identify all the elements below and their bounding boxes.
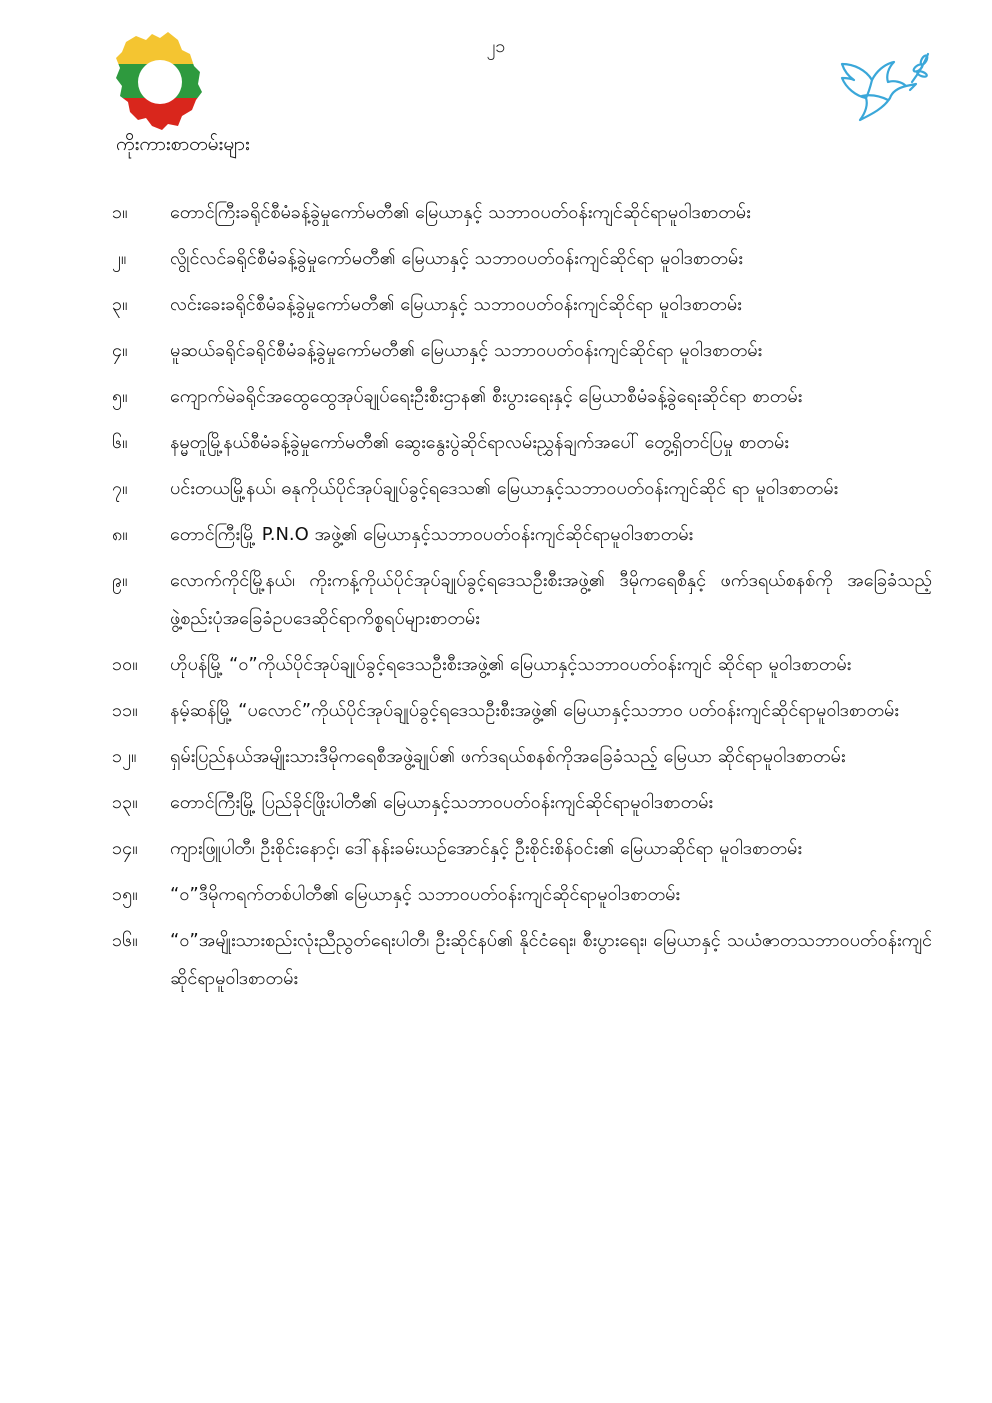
reference-text: နမ့်ဆန်မြို့ “ပလောင်”ကိုယ်ပိုင်အုပ်ချုပ်ခွင့်ရဒေသဦးစီးအဖွဲ့၏ မြေယာနှင့်သဘာဝ ပတ်ဝန်းကျင်ဆိုင်ရာမူဝါဒစာတမ်း <box>170 700 899 721</box>
reference-item <box>112 784 932 822</box>
reference-item <box>112 516 932 554</box>
reference-item <box>112 470 932 508</box>
reference-text: ရှမ်းပြည်နယ်အမျိုးသားဒီမိုကရေစီအဖွဲ့ချုပ်၏ ဖက်ဒရယ်စနစ်ကိုအခြေခံသည့် မြေယာ ဆိုင်ရာမူဝါဒစာတမ်း <box>170 746 846 767</box>
reference-number: ၁။ <box>112 202 128 223</box>
references-heading: ကိုးကားစာတမ်းများ <box>116 133 250 155</box>
reference-number: ၂။ <box>112 248 127 269</box>
reference-item <box>112 738 932 776</box>
reference-text: လောက်ကိုင်မြို့နယ်၊ ကိုးကန့်ကိုယ်ပိုင်အုပ်ချုပ်ခွင့်ရဒေသဦးစီးအဖွဲ့၏ ဒီမိုကရေစီနှင့် ဖက်ဒရယ်စနစ်ကို အခြေခံသည့် ဖွဲ့စည်းပုံအခြေခံဥပဒေဆိုင်ရာကိစ္စရပ်များစာတမ်း <box>170 570 932 629</box>
reference-item <box>112 332 932 370</box>
reference-item <box>112 562 932 638</box>
reference-number: ၁၀။ <box>112 654 138 675</box>
reference-number: ၁၆။ <box>112 930 138 951</box>
reference-item <box>112 646 932 684</box>
reference-text: တောင်ကြီးမြို့ P.N.O အဖွဲ့၏ မြေယာနှင့်သဘာဝပတ်ဝန်းကျင်ဆိုင်ရာမူဝါဒစာတမ်း <box>170 524 694 545</box>
reference-item <box>112 424 932 462</box>
reference-item <box>112 692 932 730</box>
reference-text: “ဝ”အမျိုးသားစည်းလုံးညီညွတ်ရေးပါတီ၊ ဦးဆိုင်နပ်၏ နိုင်ငံရေး၊ စီးပွားရေး၊ မြေယာနှင့် သယံဇာတသဘာဝပတ်ဝန်းကျင်ဆိုင်ရာမူဝါဒစာတမ်း <box>170 930 932 989</box>
reference-text: မူဆယ်ခရိုင်ခရိုင်စီမံခန့်ခွဲမှုကော်မတီ၏ မြေယာနှင့် သဘာဝပတ်ဝန်းကျင်ဆိုင်ရာ မူဝါဒစာတမ်း <box>170 340 763 361</box>
reference-text: ပင်းတယမြို့နယ်၊ ဓနုကိုယ်ပိုင်အုပ်ချုပ်ခွင့်ရဒေသ၏ မြေယာနှင့်သဘာဝပတ်ဝန်းကျင်ဆိုင် ရာ မူဝါဒစာတမ်း <box>170 478 839 499</box>
reference-item <box>112 194 932 232</box>
reference-number: ၁၃။ <box>112 792 138 813</box>
reference-item <box>112 922 932 998</box>
page-number: ၂၁ <box>486 36 506 57</box>
reference-list <box>112 194 932 1006</box>
reference-number: ၁၁။ <box>112 700 138 721</box>
reference-number: ၉။ <box>112 570 128 591</box>
reference-item <box>112 286 932 324</box>
reference-text: လင်းခေးခရိုင်စီမံခန့်ခွဲမှုကော်မတီ၏ မြေယာနှင့် သဘာဝပတ်ဝန်းကျင်ဆိုင်ရာ မူဝါဒစာတမ်း <box>170 294 742 315</box>
reference-item <box>112 240 932 278</box>
reference-text: တောင်ကြီးမြို့ ပြည်ခိုင်ဖြိုးပါတီ၏ မြေယာနှင့်သဘာဝပတ်ဝန်းကျင်ဆိုင်ရာမူဝါဒစာတမ်း <box>170 792 714 813</box>
reference-number: ၈။ <box>112 524 128 545</box>
reference-number: ၁၂။ <box>112 746 137 767</box>
reference-item <box>112 830 932 868</box>
reference-text: ကျားဖြူပါတီ၊ ဦးစိုင်းနောင့်၊ ဒေါ်နန်းခမ်းယဉ်အောင်နှင့် ဦးစိုင်းစိန်ဝင်း၏ မြေယာဆိုင်ရာ မူဝါဒစာတမ်း <box>170 838 802 859</box>
reference-text: လွိုင်လင်ခရိုင်စီမံခန့်ခွဲမှုကော်မတီ၏ မြေယာနှင့် သဘာဝပတ်ဝန်းကျင်ဆိုင်ရာ မူဝါဒစာတမ်း <box>170 248 743 269</box>
reference-text: “ဝ”ဒီမိုကရက်တစ်ပါတီ၏ မြေယာနှင့် သဘာဝပတ်ဝန်းကျင်ဆိုင်ရာမူဝါဒစာတမ်း <box>170 884 680 905</box>
reference-number: ၃။ <box>112 294 128 315</box>
reference-number: ၇။ <box>112 478 128 499</box>
reference-number: ၅။ <box>112 386 128 407</box>
dove-olive-branch-icon <box>832 34 932 130</box>
reference-text: ဟိုပန်မြို့ “ဝ”ကိုယ်ပိုင်အုပ်ချုပ်ခွင့်ရဒေသဦးစီးအဖွဲ့၏ မြေယာနှင့်သဘာဝပတ်ဝန်းကျင် ဆိုင်ရာ မူဝါဒစာတမ်း <box>170 654 852 675</box>
reference-text: တောင်ကြီးခရိုင်စီမံခန့်ခွဲမှုကော်မတီ၏ မြေယာနှင့် သဘာဝပတ်ဝန်းကျင်ဆိုင်ရာမူဝါဒစာတမ်း <box>170 202 751 223</box>
reference-number: ၄။ <box>112 340 128 361</box>
reference-number: ၁၄။ <box>112 838 138 859</box>
reference-item <box>112 378 932 416</box>
reference-number: ၆။ <box>112 432 128 453</box>
reference-number: ၁၅။ <box>112 884 138 905</box>
reference-text: ကျောက်မဲခရိုင်အထွေထွေအုပ်ချုပ်ရေးဦးစီးဌာန၏ စီးပွားရေးနှင့် မြေယာစီမံခန့်ခွဲရေးဆိုင်ရာ စာတမ်း <box>170 386 803 407</box>
reference-item <box>112 876 932 914</box>
reference-text: နမ္မတူမြို့နယ်စီမံခန့်ခွဲမှုကော်မတီ၏ ဆွေးနွေးပွဲဆိုင်ရာလမ်းညွှန်ချက်အပေါ် တွေ့ရှိတင်ပြမှု စာတမ်း <box>170 432 789 453</box>
